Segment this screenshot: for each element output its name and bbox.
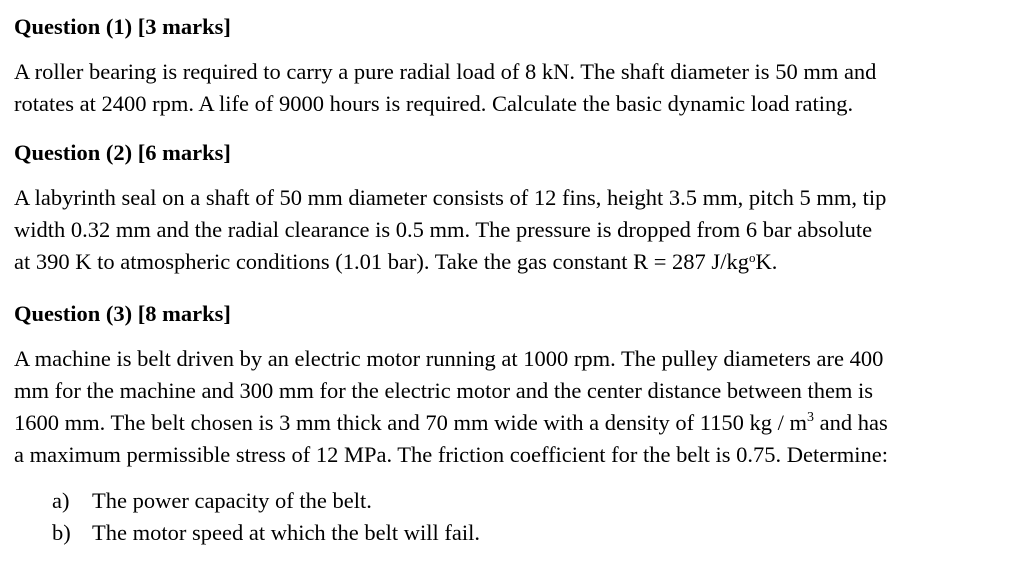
list-item	[14, 517, 1020, 549]
superscript-3: 3	[807, 409, 815, 425]
question-2-line-3-unit: K.	[755, 249, 778, 274]
question-1-line-1: A roller bearing is required to carry a pure radial load of 8 kN. The shaft diameter is 50 mm and	[14, 59, 877, 84]
question-3-body	[14, 343, 1020, 471]
question-3-line-3	[14, 407, 1020, 439]
question-2-line-1: A labyrinth seal on a shaft of 50 mm diameter consists of 12 fins, height 3.5 mm, pitch 5 mm, tip	[14, 185, 887, 210]
list-marker: a)	[52, 488, 70, 513]
document-page	[14, 12, 1020, 549]
list-item	[14, 485, 1020, 517]
question-2-line-2: width 0.32 mm and the radial clearance is 0.5 mm. The pressure is dropped from 6 bar absolute	[14, 217, 873, 242]
question-2-heading: Question (2) [6 marks]	[14, 140, 231, 165]
degree-symbol: o	[748, 250, 756, 265]
question-3-heading: Question (3) [8 marks]	[14, 301, 231, 326]
question-3-line-1: A machine is belt driven by an electric motor running at 1000 rpm. The pulley diameters are 400	[14, 346, 884, 371]
question-3-line-4: a maximum permissible stress of 12 MPa. The friction coefficient for the belt is 0.75. Determine:	[14, 442, 888, 467]
list-item-text: The motor speed at which the belt will fail.	[92, 520, 481, 545]
question-3-subparts	[14, 485, 1020, 549]
question-1-body	[14, 56, 1020, 120]
question-2-line-3-text: at 390 K to atmospheric conditions (1.01 bar). Take the gas constant R = 287 J/kg	[14, 249, 749, 274]
question-1-line-2: rotates at 2400 rpm. A life of 9000 hours is required. Calculate the basic dynamic load rating.	[14, 91, 854, 116]
question-2-body	[14, 182, 1020, 281]
list-item-text: The power capacity of the belt.	[92, 488, 372, 513]
question-3-line-3-tail: and has	[814, 410, 888, 435]
list-marker: b)	[52, 520, 71, 545]
question-3-line-3-text: 1600 mm. The belt chosen is 3 mm thick and 70 mm wide with a density of 1150 kg / m	[14, 410, 808, 435]
question-1-heading: Question (1) [3 marks]	[14, 14, 231, 39]
question-2-line-3	[14, 246, 1020, 281]
question-3-line-2: mm for the machine and 300 mm for the electric motor and the center distance between them is	[14, 378, 874, 403]
